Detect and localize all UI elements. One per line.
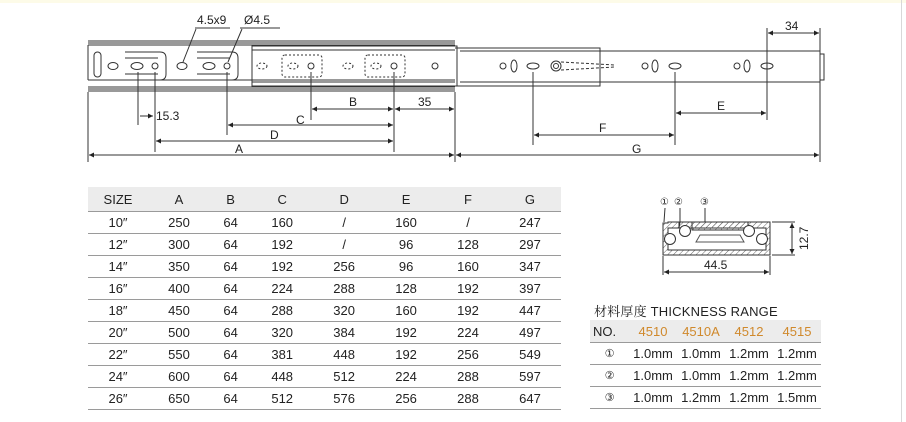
part-number: ③ [590,387,629,409]
table-cell: 18″ [88,300,148,322]
col-d: D [313,187,375,212]
table-cell: 128 [437,234,499,256]
table-cell: 64 [210,300,251,322]
table-row [88,278,561,300]
table-cell: 647 [499,388,561,410]
table-cell: 297 [499,234,561,256]
table-cell: 300 [148,234,210,256]
thickness-title: 材料厚度 THICKNESS RANGE [594,304,778,319]
table-cell: 384 [313,322,375,344]
table-cell: 160 [437,256,499,278]
marker-2: ② [674,197,683,208]
dim-B: B [349,95,358,109]
table-cell: 64 [210,278,251,300]
table-cell: 500 [148,322,210,344]
table-cell: 20″ [88,322,148,344]
table-cell: 497 [499,322,561,344]
model-4510: 4510 [629,320,677,343]
no-label: NO. [590,320,629,343]
table-row [88,322,561,344]
table-cell: 12″ [88,234,148,256]
table-cell: 160 [375,212,437,234]
size-table-header [88,187,561,212]
table-cell: 64 [210,212,251,234]
table-cell: 288 [437,366,499,388]
table-cell: 256 [437,344,499,366]
table-cell: 397 [499,278,561,300]
thickness-row [590,365,821,387]
marker-3: ③ [700,197,709,208]
thickness-value: 1.2mm [725,343,773,365]
table-cell: / [437,212,499,234]
table-cell: 160 [375,300,437,322]
table-row [88,256,561,278]
table-cell: 288 [251,300,313,322]
part-number: ① [590,343,629,365]
model-4510a: 4510A [677,320,725,343]
col-a: A [148,187,210,212]
table-cell: 447 [499,300,561,322]
thickness-row [590,343,821,365]
table-cell: 247 [499,212,561,234]
table-cell: 192 [437,300,499,322]
table-cell: 224 [375,366,437,388]
table-cell: 512 [251,388,313,410]
col-g: G [499,187,561,212]
table-cell: 14″ [88,256,148,278]
table-cell: 22″ [88,344,148,366]
table-cell: 26″ [88,388,148,410]
table-cell: 600 [148,366,210,388]
table-row [88,212,561,234]
table-cell: 64 [210,344,251,366]
col-e: E [375,187,437,212]
table-cell: 16″ [88,278,148,300]
table-cell: 96 [375,256,437,278]
table-cell: 320 [313,300,375,322]
col-c: C [251,187,313,212]
table-cell: 550 [148,344,210,366]
thickness-value: 1.2mm [773,343,821,365]
table-cell: 597 [499,366,561,388]
table-cell: 400 [148,278,210,300]
table-cell: 64 [210,256,251,278]
dim-E: E [717,99,726,113]
table-cell: 96 [375,234,437,256]
dim-A: A [235,142,244,156]
table-cell: 320 [251,322,313,344]
table-cell: 448 [313,344,375,366]
table-cell: 24″ [88,366,148,388]
table-cell: 448 [251,366,313,388]
thickness-value: 1.0mm [629,365,677,387]
thickness-header [590,320,821,343]
thickness-value: 1.0mm [629,343,677,365]
thickness-table [590,320,821,409]
table-cell: 128 [375,278,437,300]
table-cell: 288 [313,278,375,300]
table-cell: / [313,212,375,234]
dim-F: F [599,121,607,135]
section-width: 44.5 [704,258,728,272]
table-cell: 224 [437,322,499,344]
col-b: B [210,187,251,212]
table-cell: 192 [375,322,437,344]
table-cell: / [313,234,375,256]
table-cell: 64 [210,322,251,344]
table-cell: 192 [375,344,437,366]
table-cell: 10″ [88,212,148,234]
table-cell: 350 [148,256,210,278]
dim-G: G [632,142,642,156]
thickness-value: 1.2mm [725,387,773,409]
table-row [88,388,561,410]
thickness-value: 1.0mm [677,365,725,387]
table-cell: 549 [499,344,561,366]
table-row [88,234,561,256]
table-cell: 347 [499,256,561,278]
table-cell: 192 [251,256,313,278]
table-cell: 576 [313,388,375,410]
table-cell: 192 [437,278,499,300]
dim-34: 34 [785,19,799,33]
table-cell: 64 [210,366,251,388]
thickness-row [590,387,821,409]
table-cell: 192 [251,234,313,256]
thickness-value: 1.2mm [677,387,725,409]
table-cell: 160 [251,212,313,234]
part-number: ② [590,365,629,387]
col-f: F [437,187,499,212]
thickness-value: 1.5mm [773,387,821,409]
model-4512: 4512 [725,320,773,343]
table-cell: 256 [313,256,375,278]
thickness-value: 1.2mm [773,365,821,387]
thickness-value: 1.0mm [677,343,725,365]
col-size: SIZE [88,187,148,212]
table-cell: 250 [148,212,210,234]
dim-35: 35 [418,95,432,109]
table-row [88,300,561,322]
dim-D: D [270,128,279,142]
cross-section-drawing [660,197,811,275]
marker-1: ① [660,197,669,208]
table-cell: 381 [251,344,313,366]
size-table [88,187,561,410]
table-cell: 64 [210,234,251,256]
table-cell: 64 [210,388,251,410]
thickness-value: 1.0mm [629,387,677,409]
table-cell: 256 [375,388,437,410]
callout-hole: Ø4.5 [244,13,271,27]
dim-15-3: 15.3 [156,109,180,123]
table-cell: 288 [437,388,499,410]
table-cell: 650 [148,388,210,410]
table-cell: 224 [251,278,313,300]
table-cell: 450 [148,300,210,322]
table-row [88,366,561,388]
table-cell: 512 [313,366,375,388]
table-row [88,344,561,366]
model-4515: 4515 [773,320,821,343]
section-height: 12.7 [797,226,811,250]
callout-slot: 4.5x9 [197,13,227,27]
dim-C: C [296,113,305,127]
thickness-value: 1.2mm [725,365,773,387]
